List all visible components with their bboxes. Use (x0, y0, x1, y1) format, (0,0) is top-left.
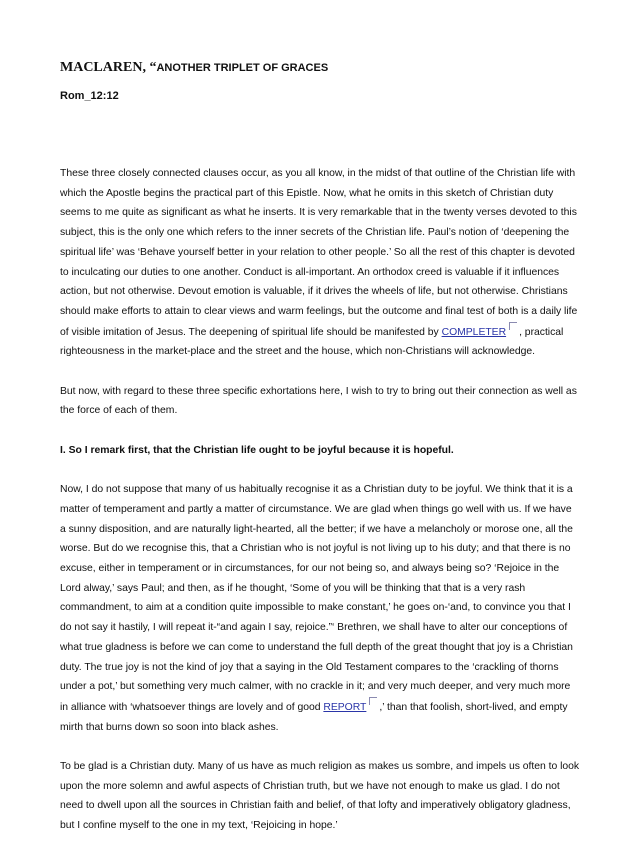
paragraph-3-text-b: ,’ than that foolish, short-lived, and empty mirth that burns down so soon into black ashes. (60, 701, 568, 733)
external-link-icon (369, 697, 377, 705)
completer-link[interactable]: COMPLETER (441, 326, 507, 338)
paragraph-1 (60, 164, 580, 362)
paragraph-1-text-a: These three closely connected clauses occur, as you all know, in the midst of that outline of the Christian life with which the Apostle begins the practical part of this Epistle. Now, what he omits in this sketch of Christian duty seems to me quite as significant as what he inserts. It is very remarkable that in the twenty verses devoted to this subject, this is the only one which refers to the inner secrets of the Christian life. Paul’s notion of ‘deepening the spiritual life’ was ‘Behave yourself better in your relation to other people.’ So all the rest of this chapter is devoted to inculcating our duties to one another. Conduct is all-important. An orthodox creed is valuable if it influences action, but not otherwise. Devout emotion is valuable, if it drives the wheels of life, but not otherwise. Christians should make efforts to attain to clear views and warm feelings, but the outcome and final test of both is a daily life of visible imitation of Jesus. The deepening of spiritual life should be manifested by (60, 168, 578, 338)
sermon-body (60, 164, 580, 856)
title-author: MACLAREN, “ (60, 60, 157, 75)
paragraph-2: But now, with regard to these three specific exhortations here, I wish to try to bring out their connection as well as the force of each of them. (60, 385, 577, 417)
section-heading-1: I. So I remark first, that the Christian life ought to be joyful because it is hopeful. (60, 444, 454, 456)
paragraph-3-text-a: Now, I do not suppose that many of us habitually recognise it as a Christian duty to be joyful. We think that it is a matter of temperament and partly a matter of circumstance. We are glad when things go well with us. If we have a sunny disposition, and are naturally light-hearted, all the better; if we have a melancholy or morose one, all the worse. But do we recognise this, that a Christian who is not joyful is not living up to his duty; and that there is no excuse, either in temperament or in circumstances, for our not being so, and always being so? ‘Rejoice in the Lord alway,’ says Paul; and then, as if he thought, ‘Some of you will be thinking that that is a very rash commandment, to aim at a condition quite impossible to make constant,’ he goes on-‘and, to convince you that I do not say it hastily, I will repeat it-“and again I say, rejoice.”‘ Brethren, we shall have to alter our conceptions of what true gladness is before we can come to understand the full depth of the great thought that joy is a Christian duty. The true joy is not the kind of joy that a saying in the Old Testament compares to the ‘crackling of thorns under a pot,’ but something very much calmer, with no crackle in it; and very much deeper, and very much more in alliance with ‘whatsoever things are lovely and of good (60, 484, 573, 713)
scripture-reference: Rom_12:12 (60, 90, 119, 102)
external-link-icon (509, 322, 517, 330)
paragraph-4: To be glad is a Christian duty. Many of us have as much religion as makes us sombre, and impels us often to look upon the more solemn and awful aspects of Christian truth, but we have not enough to make us glad. I do not need to dwell upon all the sources in Christian faith and belief, of that lofty and imperatively obligatory gladness, but I confine myself to the one in my text, ‘Rejoicing in hope.’ (60, 761, 580, 832)
paragraph-1-text-b: , practical righteousness in the market-place and the street and the house, which non-Christians will acknowledge. (60, 326, 564, 358)
report-link[interactable]: REPORT (323, 701, 367, 713)
title-text: ANOTHER TRIPLET OF GRACES (156, 62, 329, 74)
sermon-title (60, 60, 580, 76)
paragraph-3 (60, 480, 580, 737)
